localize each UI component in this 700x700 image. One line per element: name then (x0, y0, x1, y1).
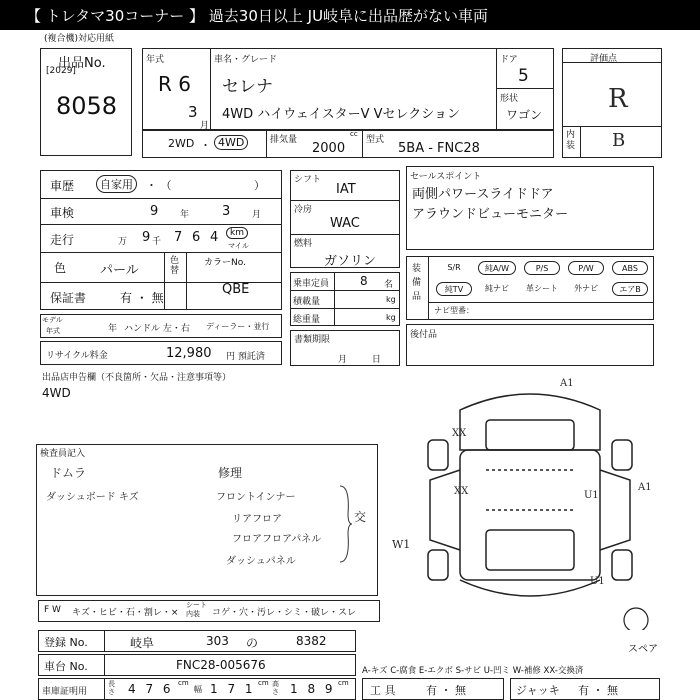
inspection-year-unit: 年 (180, 210, 190, 220)
size-label: 車庫証明用 (42, 687, 88, 697)
inspection-year: 9 (150, 204, 159, 219)
inspector-brace (338, 484, 354, 564)
type-value: 5BA - FNC28 (398, 141, 480, 156)
top-note: (複合機)対応用紙 (44, 34, 115, 44)
aftermarket-label: 後付品 (410, 330, 438, 340)
capacity-unit: 名 (384, 280, 394, 290)
interior-value: B (612, 130, 626, 151)
color-code: QBE (222, 282, 250, 297)
docs-label: 書類期限 (294, 335, 331, 345)
size-unit-3: cm (338, 679, 349, 687)
inspection-label: 車検 (50, 206, 75, 220)
equip-pw: P/W (568, 261, 604, 275)
equipment-label: 装備品 (412, 264, 422, 302)
aftermarket-box (406, 324, 654, 366)
gross-label: 総重量 (293, 315, 321, 325)
lot-small-code: [2029] (46, 66, 76, 76)
inspector-right4: フロアフロアパネル (232, 534, 322, 545)
size-len: 4 7 6 (128, 682, 174, 696)
displacement-unit: cc (350, 130, 358, 138)
handle: ハンドル 左・右 (124, 324, 190, 334)
inspector-right1: 修理 (218, 466, 243, 480)
seat-label: シート内装 (186, 601, 207, 618)
jack-value: 有 ・ 無 (578, 684, 618, 697)
recycle-value: 12,980 (166, 346, 212, 361)
registration-class: 303 (206, 634, 229, 648)
history-close: ） (254, 179, 265, 192)
selling-points-label: セールスポイント (410, 172, 482, 182)
gross-unit: kg (386, 313, 396, 322)
navi-model-label: ナビ型番： (434, 306, 474, 315)
chassis-label: 車台 No. (44, 660, 88, 673)
equip-tv: 純TV (436, 282, 472, 296)
history-rest: ・ （ (146, 179, 172, 192)
inspector-left1: ドムラ (50, 466, 87, 480)
aircon-value: WAC (330, 216, 360, 231)
interior-label: 内装 (566, 130, 576, 151)
diagram-mark-2: XX (452, 428, 467, 439)
load-label: 積載量 (293, 297, 321, 307)
tools-value: 有 ・ 無 (426, 684, 466, 697)
mileage-sen: 千 (152, 237, 162, 247)
damage-legend: A-キズ C-腐食 E-エクボ S-サビ U-凹ミ W-補修 XX-交換済 (362, 666, 584, 676)
drive-sep: ・ (200, 139, 211, 152)
seller-report-label: 出品店申告欄（不良箇所・欠品・注意事項等） (42, 373, 232, 383)
shift-label: シフト (294, 175, 322, 185)
displacement-value: 2000 (312, 141, 346, 156)
equip-aw: 純A/W (478, 261, 516, 275)
model-year-unit: 年 (108, 324, 118, 334)
equip-abs: ABS (612, 261, 648, 275)
size-wid: 1 7 1 (210, 682, 256, 696)
registration-pref: 岐阜 (130, 636, 155, 650)
capacity-value: 8 (360, 274, 368, 288)
color-value: パール (100, 263, 139, 278)
year-era: R 6 (158, 72, 191, 96)
equip-airbag: エアB (612, 282, 648, 296)
inspector-label: 検査員記入 (40, 449, 86, 459)
tools-label: 工 具 (370, 684, 396, 697)
body-label: 形状 (500, 94, 519, 104)
diagram-mark-5: U1 (584, 490, 599, 501)
color-change-label: 色替 (170, 256, 180, 276)
aircon-label: 冷房 (294, 205, 313, 215)
diagram-mark-6: U1 (590, 576, 605, 587)
selling-points-line2: アラウンドビューモニター (412, 207, 569, 222)
dealer: ディーラー・並行 (206, 322, 270, 331)
seller-report-value: 4WD (42, 386, 71, 400)
recycle-unit: 円 預託済 (226, 352, 265, 362)
year-label: 年式 (146, 55, 165, 65)
displacement-label: 排気量 (270, 135, 298, 145)
lot-number: 8058 (56, 92, 118, 120)
size-unit-2: cm (258, 679, 269, 687)
inspector-right3: リアフロア (232, 514, 282, 525)
year-month-unit: 月 (200, 121, 210, 131)
score-label: 評価点 (590, 54, 618, 64)
model-label: 車名・グレード (214, 55, 278, 65)
inspector-mark: W1 (392, 538, 411, 551)
inspector-right5: ダッシュパネル (226, 556, 296, 567)
registration-number: 8382 (296, 634, 327, 648)
equip-sr: S/R (447, 263, 461, 272)
type-label: 型式 (366, 135, 385, 145)
equip-leather: 革シート (526, 284, 558, 293)
warranty-label: 保証書 (50, 291, 87, 305)
shift-value: IAT (336, 182, 356, 197)
fuel-label: 燃料 (294, 239, 313, 249)
docs-unit: 月 日 (338, 355, 381, 365)
warranty-value: 有 ・ 無 (120, 291, 164, 305)
score-value: R (608, 84, 628, 114)
mileage-unit2: マイル (228, 242, 249, 250)
fuel-value: ガソリン (324, 254, 377, 269)
mileage-label: 走行 (50, 233, 75, 247)
registration-label: 登録 No. (44, 636, 88, 649)
inspector-left2: ダッシュボード キズ (46, 492, 139, 503)
equip-ps: P/S (524, 261, 560, 275)
body-value: ワゴン (506, 108, 543, 122)
capacity-label: 乗車定員 (293, 279, 330, 289)
inspector-right-side: 交 (354, 510, 367, 524)
inspection-month: 3 (222, 204, 231, 219)
mileage-unit: km (226, 227, 248, 239)
year-month: 3 (188, 103, 198, 121)
diagram-mark-1: A1 (560, 378, 574, 389)
mileage-d4: 4 (210, 230, 219, 245)
jack-label: ジャッキ (516, 684, 560, 697)
size-len-label: 長さ (108, 680, 115, 696)
mileage-d1: 9 (142, 230, 151, 245)
equip-navi: 純ナビ (485, 284, 509, 293)
model-grade: 4WD ハイウェイスターV Vセレクション (222, 107, 461, 122)
mileage-d2: 7 (174, 230, 183, 245)
doors-value: 5 (518, 66, 529, 86)
recycle-label: リサイクル料金 (46, 351, 108, 361)
inspector-box (36, 444, 378, 596)
drive-4wd: 4WD (214, 135, 248, 150)
color-code-label: カラーNo. (204, 258, 246, 268)
doors-label: ドア (500, 55, 518, 65)
load-unit: kg (386, 295, 396, 304)
model-year-label1: モデル (42, 316, 63, 324)
drive-2wd: 2WD (168, 137, 195, 150)
banner-text: 【 トレタマ30コーナー 】 過去30日以上 JU岐阜に出品歴がない車両 (26, 7, 489, 25)
history-selected: 自家用 (96, 175, 137, 193)
fw-items: キズ・ヒビ・石・割レ・× (72, 608, 179, 618)
size-wid-label: 幅 (194, 685, 202, 694)
model-name: セレナ (222, 77, 273, 97)
chassis-value: FNC28-005676 (176, 658, 266, 672)
registration-kana: の (246, 636, 259, 650)
equip-ext-navi: 外ナビ (574, 284, 598, 293)
color-label: 色 (54, 261, 67, 275)
diagram-mark-3: XX (454, 486, 469, 497)
size-hei-label: 高さ (272, 680, 279, 696)
inspection-month-unit: 月 (252, 210, 262, 220)
seat-items: コゲ・穴・汚レ・シミ・破レ・スレ (212, 608, 357, 618)
diagram-mark-4: A1 (638, 482, 652, 493)
fw-label: F W (44, 605, 61, 615)
spare-label: スペア (628, 644, 658, 655)
car-diagram (400, 380, 660, 630)
model-year-label2: 年式 (46, 327, 60, 335)
inspector-right2: フロントインナー (216, 492, 296, 503)
selling-points-line1: 両側パワースライドドア (412, 187, 554, 202)
size-unit-1: cm (178, 679, 189, 687)
history-label: 車歴 (50, 179, 75, 193)
mileage-d3: 6 (192, 230, 201, 245)
mileage-man: 万 (118, 237, 128, 247)
size-hei: 1 8 9 (290, 682, 336, 696)
lot-label: 出品No. (58, 56, 106, 71)
